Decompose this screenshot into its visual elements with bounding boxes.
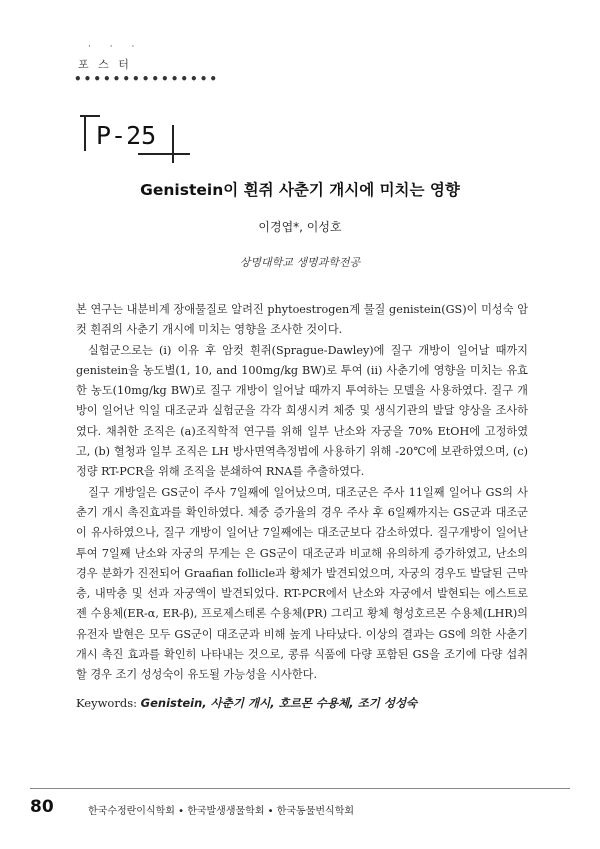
page-number: 80 bbox=[30, 797, 54, 817]
poster-number-frame bbox=[80, 115, 190, 163]
frame-line-top bbox=[80, 115, 100, 117]
poster-number: P-25 bbox=[96, 121, 157, 150]
dotted-rule: ••••••••••••••• bbox=[74, 72, 220, 86]
frame-line-bottom bbox=[138, 153, 190, 155]
paper-authors: 이경엽*, 이성호 bbox=[258, 220, 342, 234]
section-label: 포 스 터 bbox=[78, 58, 132, 71]
keywords-line bbox=[76, 695, 536, 711]
abstract-paragraph: 본 연구는 내분비계 장애물질로 알려진 phytoestrogen계 물질 genistein(GS)이 미성숙 암컷 흰쥐의 사춘기 개시에 미치는 영향을 조사한 것이다. bbox=[76, 303, 528, 337]
keywords-label: Keywords: bbox=[76, 696, 137, 710]
frame-line-right bbox=[172, 125, 174, 163]
paper-affiliation: 상명대학교 생명과학전공 bbox=[239, 256, 361, 269]
footer-societies: 한국수정란이식학회 • 한국발생생물학회 • 한국동물번식학회 bbox=[88, 806, 355, 817]
abstract-body bbox=[76, 300, 528, 686]
footer-divider bbox=[30, 788, 570, 789]
abstract-paragraph: 실험군으로는 (i) 이유 후 암컷 흰쥐(Sprague-Dawley)에 질구 개방이 일어날 때까지 genistein을 농도별(1, 10, and 100mg/kg BW)로 투여 (ii) 사춘기에 영향을 미치는 유효한 농도(10mg/kg BW)로 질구 개방이 일어날 때까지 투여하는 모델을 사용하였다. 질구 개방이 일어난 익일 대조군과 실험군을 각각 희생시켜 체중 및 생식기관의 발달 양상을 조사하였다. 채취한 조직은 (a)조직학적 연구를 위해 일부 난소와 자궁을 70% EtOH에 고정하였고, (b) 혈청과 일부 조직은 LH 방사면역측정법에 사용하기 위해 -20℃에 보관하였으며, (c) 정량 RT-PCR을 위해 조직을 분쇄하여 RNA를 추출하였다. bbox=[76, 343, 528, 479]
frame-line-left bbox=[84, 115, 86, 151]
paper-title: Genistein이 흰쥐 사춘기 개시에 미치는 영향 bbox=[140, 181, 460, 199]
abstract-paragraph: 질구 개방일은 GS군이 주사 7일째에 일어났으며, 대조군은 주사 11일째 일어나 GS의 사춘기 개시 촉진효과를 확인하였다. 체중 증가율의 경우 주사 후 6일째까지는 GS군과 대조군이 유사하였으나, 질구 개방이 일어난 7일째에는 대조군보다 감소하였다. 질구개방이 일어난 투여 7일째 난소와 자궁의 무게는 은 GS군이 대조군과 비교해 유의하게 증가하였고, 난소의 경우 분화가 진전되어 Graafian follicle과 황체가 발견되었으며, 자궁의 경우도 발달된 근막층, 내막층 및 선과 자궁액이 발견되었다. RT-PCR에서 난소와 자궁에서 발현되는 에스트로젠 수용체(ER-α, ER-β), 프로제스테론 수용체(PR) 그리고 황체 형성호르몬 수용체(LHR)의 유전자 발현은 모두 GS군이 대조군과 비해 높게 나타났다. 이상의 결과는 GS에 의한 사춘기 개시 촉진 효과를 확인히 나타내는 것으로, 콩류 식품에 다량 포함된 GS을 조기에 다량 섭취할 경우 조기 성성숙이 유도될 가능성을 시사한다. bbox=[76, 485, 528, 682]
keywords-list: Genistein, 사춘기 개시, 호르몬 수용체, 조기 성성숙 bbox=[140, 696, 418, 710]
header-dots: · · · bbox=[88, 42, 143, 52]
